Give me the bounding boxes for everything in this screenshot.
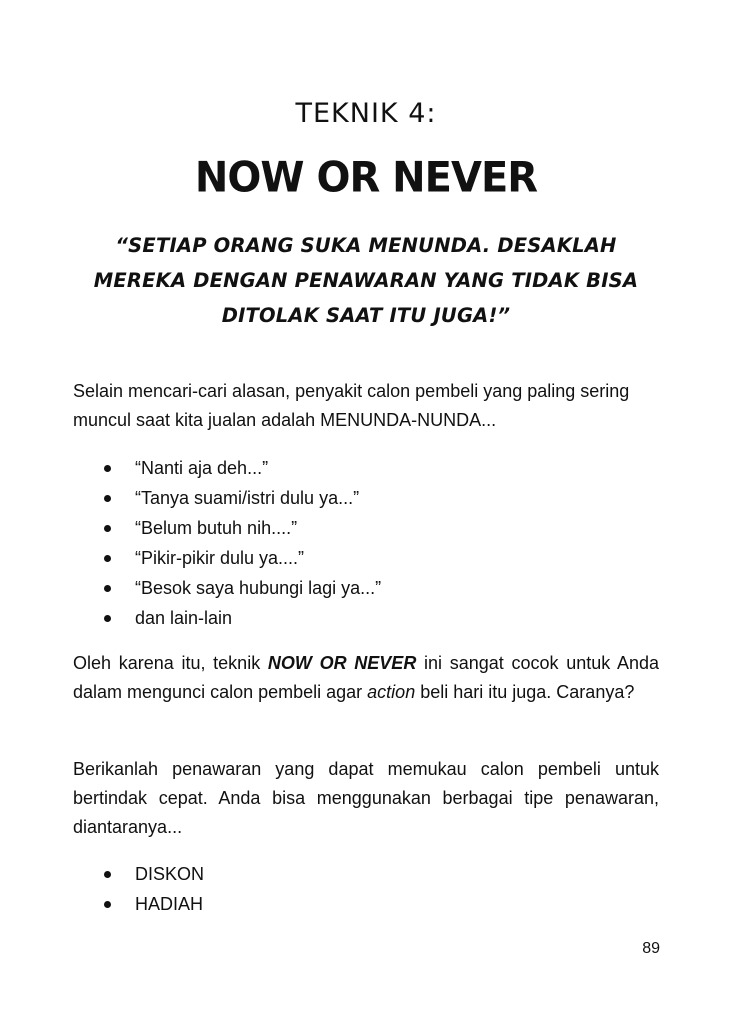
intro-paragraph: Selain mencari-cari alasan, penyakit calon pembeli yang paling sering muncul saat kita jualan adalah MENUNDA-NUNDA... (73, 381, 630, 430)
bullet-icon (104, 495, 111, 502)
italic-word: action (367, 682, 416, 702)
list-item (73, 859, 204, 889)
paragraph-text: Oleh karena itu, teknik (73, 653, 268, 673)
chapter-label: TEKNIK 4: (295, 98, 437, 129)
offer-types-list (73, 859, 204, 919)
chapter-title: NOW OR NEVER (194, 153, 538, 203)
list-item (73, 573, 381, 603)
excuses-list (73, 453, 381, 633)
list-item-text: “Nanti aja deh...” (135, 458, 269, 478)
technique-name: NOW OR NEVER (267, 653, 417, 673)
paragraph-text: beli hari itu juga. Caranya? (415, 682, 635, 702)
chapter-quote: “SETIAP ORANG SUKA MENUNDA. DESAKLAH MEREKA DENGAN PENAWARAN YANG TIDAK BISA DITOLAK SAAT ITU JUGA!” (93, 234, 639, 327)
bullet-icon (104, 615, 111, 622)
page-number: 89 (642, 940, 660, 957)
technique-paragraph (73, 649, 659, 707)
list-item (73, 603, 381, 633)
list-item-text: “Tanya suami/istri dulu ya...” (135, 488, 360, 508)
list-item (73, 453, 381, 483)
list-item-text: dan lain-lain (135, 608, 233, 628)
offer-paragraph: Berikanlah penawaran yang dapat memukau calon pembeli untuk bertindak cepat. Anda bisa menggunakan berbagai tipe penawaran, diantaranya... (73, 759, 659, 837)
list-item-text: HADIAH (135, 894, 204, 914)
list-item (73, 889, 204, 919)
list-item (73, 543, 381, 573)
list-item-text: “Belum butuh nih....” (135, 518, 298, 538)
list-item-text: “Besok saya hubungi lagi ya...” (135, 578, 382, 598)
bullet-icon (104, 585, 111, 592)
bullet-icon (104, 465, 111, 472)
list-item (73, 513, 381, 543)
bullet-icon (104, 901, 111, 908)
bullet-icon (104, 871, 111, 878)
paragraph-text: ini sangat cocok untuk Anda dalam mengunci calon pembeli agar (73, 653, 659, 702)
bullet-icon (104, 555, 111, 562)
list-item (73, 483, 381, 513)
list-item-text: DISKON (135, 864, 205, 884)
bullet-icon (104, 525, 111, 532)
list-item-text: “Pikir-pikir dulu ya....” (135, 548, 305, 568)
